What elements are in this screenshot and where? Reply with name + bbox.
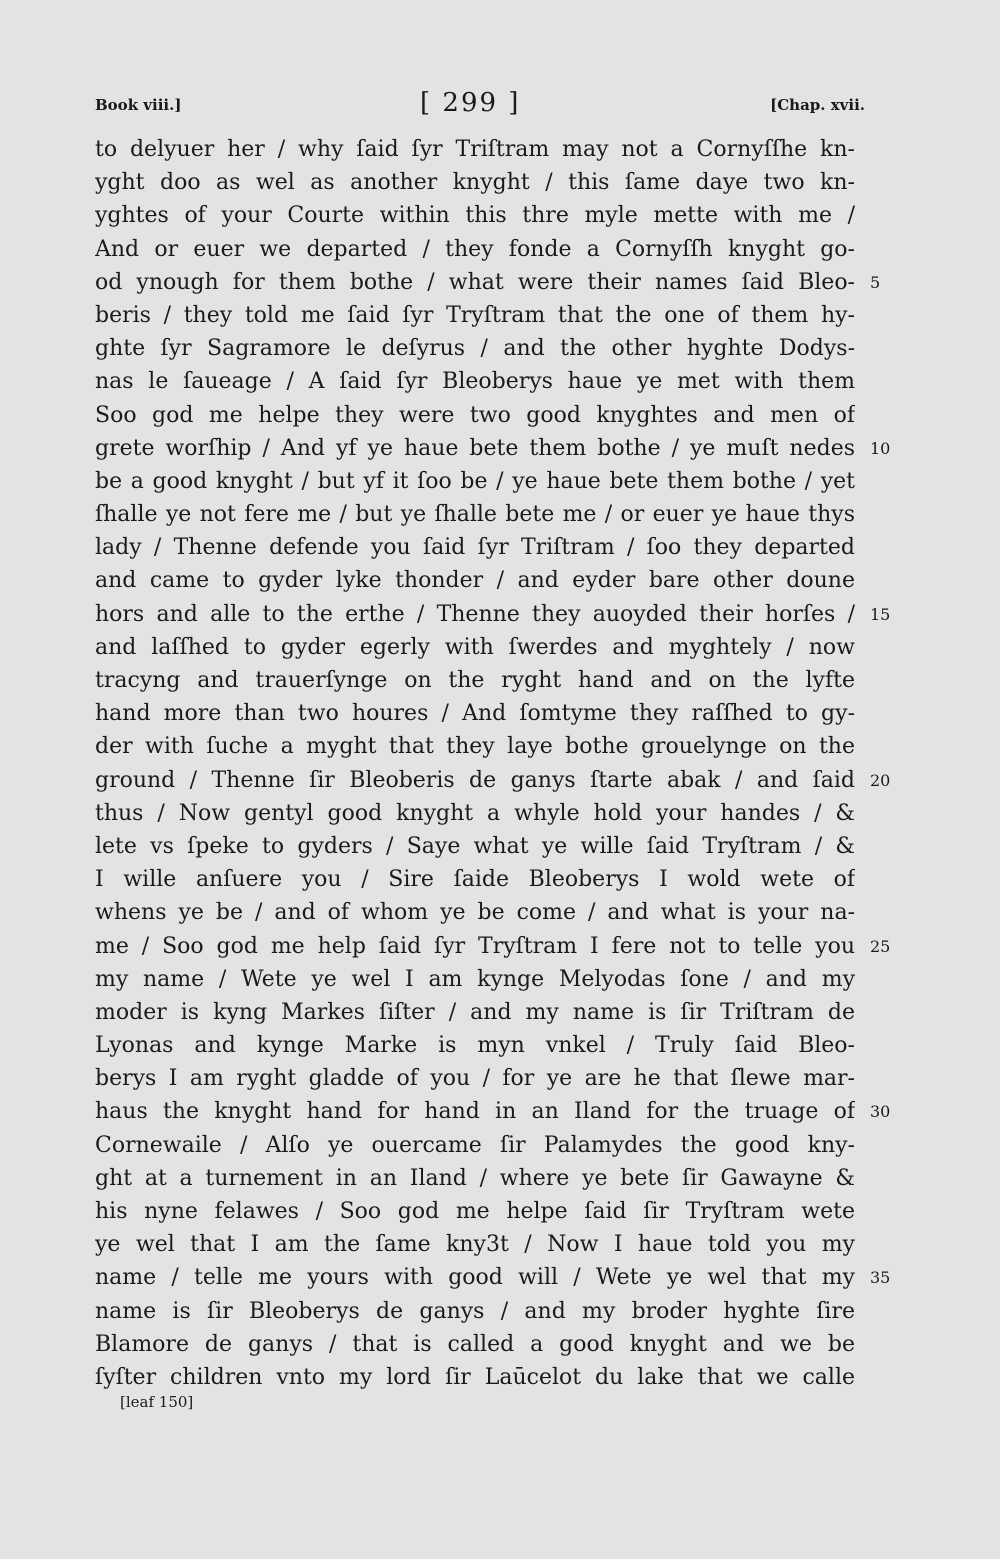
text-line: [95, 465, 855, 498]
text-line: [95, 199, 855, 232]
line-text: nas le ſaueage / A ſaid ſyr Bleoberys haue ye met with them: [95, 369, 855, 395]
line-text: whens ye be / and of whom ye be come / and what is your na-: [95, 900, 855, 926]
text-line: [95, 1162, 855, 1195]
line-text: ſyſter children vnto my lord ſir Laūcelot du lake that we calle: [95, 1364, 855, 1390]
body-text: [95, 133, 891, 1394]
text-line: [95, 1228, 855, 1261]
text-line: [95, 399, 855, 432]
line-text: name is ſir Bleoberys de ganys / and my broder hyghte ſire: [95, 1298, 855, 1324]
line-text: Lyonas and kynge Marke is myn vnkel / Truly ſaid Bleo-: [95, 1033, 855, 1059]
line-text: lete vs ſpeke to gyders / Saye what ye wille ſaid Tryſtram / &: [95, 833, 855, 859]
text-line: [95, 996, 855, 1029]
text-line: [95, 1062, 855, 1095]
text-line: [95, 1295, 855, 1328]
line-number: 10: [870, 438, 891, 458]
book-reference: Book viii.]: [95, 96, 182, 114]
line-text: od ynough for them bothe / what were their names ſaid Bleo-: [95, 269, 855, 295]
line-text: I wille anſuere you / Sire ſaide Bleoberys I wold wete of: [95, 867, 855, 893]
line-number: 25: [870, 936, 891, 956]
text-line: [95, 930, 891, 963]
line-text: der with ſuche a myght that they laye bothe grouelynge on the: [95, 734, 855, 760]
line-text: yght doo as wel as another knyght / this ſame daye two kn-: [95, 170, 855, 196]
text-line: [95, 1361, 855, 1394]
text-line: [95, 299, 855, 332]
text-line: [95, 830, 855, 863]
line-text: haus the knyght hand for hand in an Iland for the truage of: [95, 1099, 855, 1125]
running-header: [95, 88, 865, 124]
text-line: [95, 1328, 855, 1361]
text-line: [95, 963, 855, 996]
line-text: ghte ſyr Sagramore le deſyrus / and the other hyghte Dodys-: [95, 336, 855, 362]
text-line: [95, 1261, 891, 1294]
line-number: 35: [870, 1268, 891, 1288]
line-text: me / Soo god me help ſaid ſyr Tryſtram I fere not to telle you: [95, 933, 855, 959]
line-number: 20: [870, 770, 891, 790]
leaf-note: [leaf 150]: [120, 1393, 194, 1411]
text-line: [95, 332, 855, 365]
text-line: [95, 764, 891, 797]
line-text: ground / Thenne ſir Bleoberis de ganys ſtarte abak / and ſaid: [95, 767, 855, 793]
line-text: Cornewaile / Alſo ye ouercame ſir Palamydes the good kny-: [95, 1132, 855, 1158]
line-text: tracyng and trauerſynge on the ryght hand and on the lyfte: [95, 668, 855, 693]
text-line: [95, 896, 855, 929]
page-number: [ 299 ]: [420, 88, 521, 118]
line-text: to delyuer her / why ſaid ſyr Triſtram may not a Cornyſſhe kn-: [95, 137, 855, 162]
line-text: thus / Now gentyl good knyght a whyle hold your handes / &: [95, 800, 855, 826]
line-text: ght at a turnement in an Iland / where ye bete ſir Gawayne &: [95, 1165, 855, 1191]
line-text: be a good knyght / but yf it ſoo be / ye haue bete them bothe / yet: [95, 468, 855, 494]
text-line: [95, 498, 855, 531]
line-text: Blamore de ganys / that is called a good knyght and we be: [95, 1331, 855, 1357]
text-line: [95, 730, 855, 763]
text-line: [95, 233, 855, 266]
line-text: yghtes of your Courte within this thre myle mette with me /: [95, 203, 855, 229]
line-text: name / telle me yours with good will / Wete ye wel that my: [95, 1265, 855, 1291]
line-text: berys I am ryght gladde of you / for ye are he that ſlewe mar-: [95, 1066, 855, 1092]
line-text: my name / Wete ye wel I am kynge Melyodas ſone / and my: [95, 966, 855, 992]
text-line: [95, 531, 855, 564]
line-text: ſhalle ye not fere me / but ye ſhalle bete me / or euer ye haue thys: [95, 502, 855, 528]
line-text: grete worſhip / And yf ye haue bete them bothe / ye muſt nedes: [95, 435, 855, 461]
line-number: 5: [870, 272, 881, 292]
text-line: [95, 166, 855, 199]
line-number: 15: [870, 604, 891, 624]
line-text: And or euer we departed / they fonde a Cornyſſh knyght go-: [95, 236, 855, 262]
text-line: [95, 797, 855, 830]
line-text: and came to gyder lyke thonder / and eyder bare other doune: [95, 568, 855, 594]
text-line: [95, 1129, 855, 1162]
line-text: hors and alle to the erthe / Thenne they auoyded their horſes /: [95, 601, 855, 627]
chapter-reference: [Chap. xvii.: [770, 96, 865, 114]
line-text: hand more than two houres / And ſomtyme they raſſhed to gy-: [95, 701, 855, 727]
text-line: [95, 664, 855, 697]
text-line: [95, 133, 855, 166]
text-line: [95, 598, 891, 631]
line-text: beris / they told me ſaid ſyr Tryſtram that the one of them hy-: [95, 302, 855, 328]
text-line: [95, 631, 855, 664]
text-line: [95, 266, 881, 299]
text-line: [95, 1029, 855, 1062]
text-line: [95, 863, 855, 896]
text-line: [95, 697, 855, 730]
line-text: lady / Thenne defende you ſaid ſyr Triſtram / ſoo they departed: [95, 535, 855, 561]
line-text: ye wel that I am the ſame kny3t / Now I haue told you my: [95, 1232, 855, 1258]
text-line: [95, 1095, 891, 1128]
text-line: [95, 432, 891, 465]
line-text: Soo god me helpe they were two good knyghtes and men of: [95, 402, 855, 428]
line-text: moder is kyng Markes ſiſter / and my name is ſir Triſtram de: [95, 999, 855, 1025]
line-text: his nyne felawes / Soo god me helpe ſaid ſir Tryſtram wete: [95, 1199, 855, 1224]
line-text: and laſſhed to gyder egerly with ſwerdes and myghtely / now: [95, 634, 855, 660]
line-number: 30: [870, 1102, 891, 1122]
text-line: [95, 564, 855, 597]
text-line: [95, 365, 855, 398]
text-line: [95, 1195, 855, 1228]
